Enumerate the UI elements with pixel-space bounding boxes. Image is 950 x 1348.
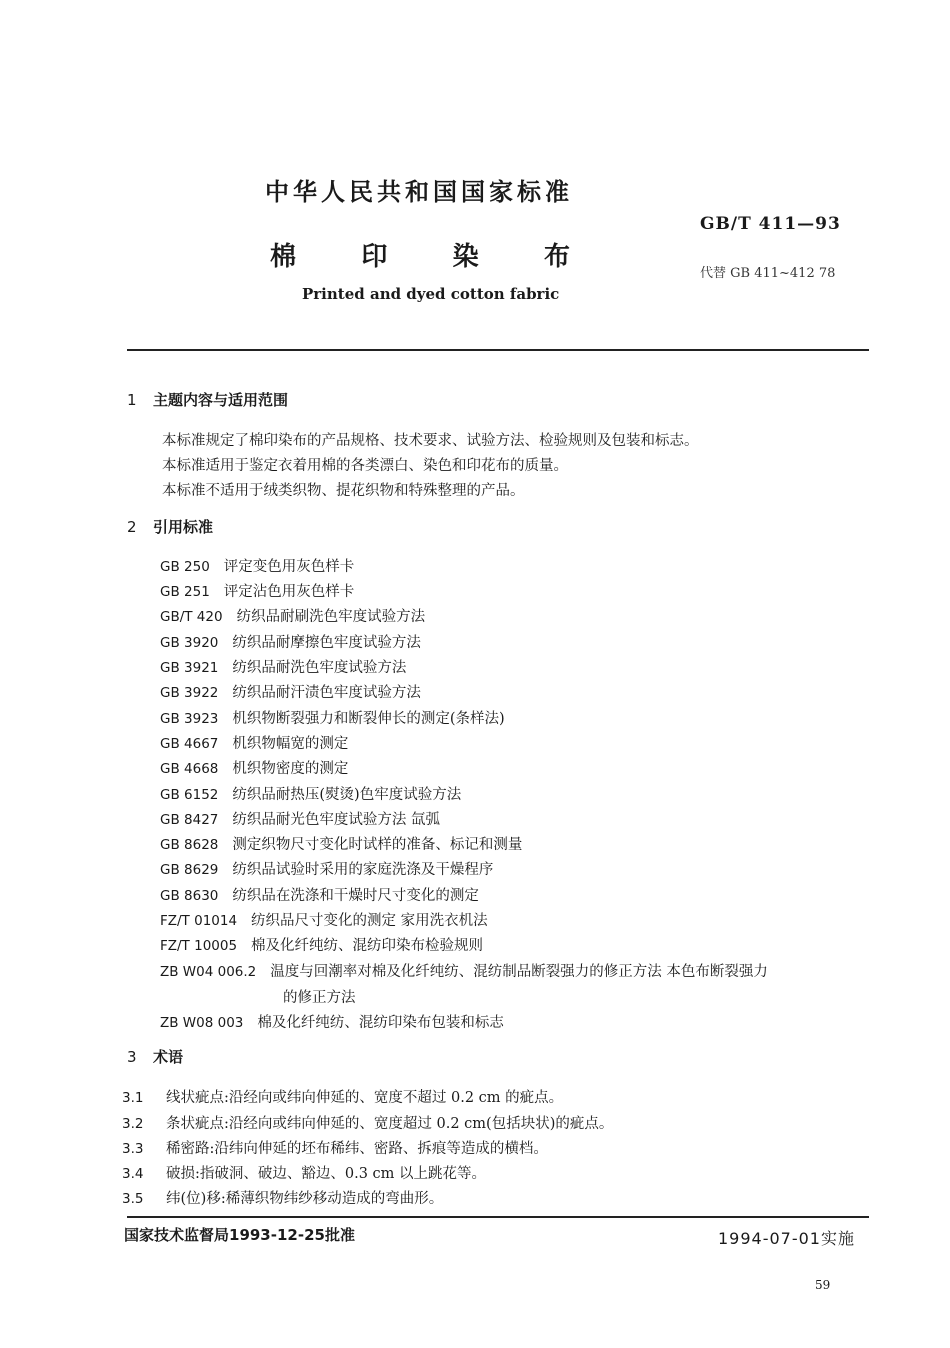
- standard-name: [270, 236, 570, 273]
- paragraph: 本标准不适用于绒类织物、提花织物和特殊整理的产品。: [162, 483, 525, 499]
- term-item: [122, 1137, 548, 1158]
- reference-item: [160, 605, 425, 626]
- reference-code: GB 4668: [160, 761, 219, 777]
- reference-code: FZ/T 01014: [160, 913, 238, 929]
- reference-item: [160, 656, 406, 677]
- section-2-heading: [127, 516, 213, 537]
- english-title: Printed and dyed cotton fabric: [302, 285, 560, 303]
- reference-title: 评定变色用灰色样卡: [223, 559, 355, 575]
- reference-item: [160, 960, 768, 981]
- reference-item: [160, 732, 348, 753]
- reference-code: GB 3923: [160, 711, 219, 727]
- reference-title: 机织物断裂强力和断裂伸长的测定(条样法): [232, 711, 505, 727]
- approval-note: 国家技术监督局1993-12-25批准: [124, 1226, 355, 1244]
- reference-code: GB 8629: [160, 862, 219, 878]
- reference-title: 温度与回潮率对棉及化纤纯纺、混纺制品断裂强力的修正方法 本色布断裂强力: [270, 964, 768, 980]
- reference-title: 纺织品耐刷洗色牢度试验方法: [236, 609, 426, 625]
- term-number: 3.5: [122, 1191, 144, 1207]
- reference-item: [160, 631, 421, 652]
- standard-name-char: 棉: [270, 242, 297, 272]
- term-number: 3.1: [122, 1090, 144, 1106]
- section-1-heading: [127, 389, 288, 410]
- reference-code: GB 251: [160, 584, 210, 600]
- reference-title: 纺织品试验时采用的家庭洗涤及干燥程序: [232, 862, 494, 878]
- reference-title: 纺织品在洗涤和干燥时尺寸变化的测定: [232, 888, 479, 904]
- standard-name-char: 印: [361, 242, 388, 272]
- reference-code: GB 3922: [160, 685, 219, 701]
- reference-title: 纺织品尺寸变化的测定 家用洗衣机法: [251, 913, 488, 929]
- reference-code: GB 8628: [160, 837, 219, 853]
- document-title: 中华人民共和国国家标准: [265, 178, 573, 206]
- reference-title: 纺织品耐洗色牢度试验方法: [232, 660, 407, 676]
- reference-item: [160, 833, 522, 854]
- reference-title: 评定沾色用灰色样卡: [223, 584, 355, 600]
- reference-title: 纺织品耐光色牢度试验方法 氙弧: [232, 812, 440, 828]
- reference-code: GB 6152: [160, 787, 219, 803]
- section-number: 3: [127, 1048, 137, 1066]
- term-definition: 破损:指破洞、破边、豁边、0.3 cm 以上跳花等。: [166, 1166, 487, 1182]
- term-item: [122, 1187, 443, 1208]
- term-definition: 稀密路:沿纬向伸延的坯布稀纬、密路、拆痕等造成的横档。: [166, 1141, 548, 1157]
- reference-code: GB 3921: [160, 660, 219, 676]
- reference-code: GB/T 420: [160, 609, 223, 625]
- effective-date: 1994-07-01实施: [718, 1229, 855, 1248]
- reference-title: 测定织物尺寸变化时试样的准备、标记和测量: [232, 837, 523, 853]
- term-item: [122, 1112, 613, 1133]
- reference-item: [160, 783, 461, 804]
- paragraph: 本标准适用于鉴定衣着用棉的各类漂白、染色和印花布的质量。: [162, 458, 568, 474]
- reference-item: [160, 757, 348, 778]
- reference-code: GB 8630: [160, 888, 219, 904]
- header-divider: [127, 349, 869, 351]
- section-3-heading: [127, 1046, 183, 1067]
- standard-name-char: 染: [452, 242, 479, 272]
- reference-code: GB 250: [160, 559, 210, 575]
- reference-code: FZ/T 10005: [160, 938, 238, 954]
- term-definition: 线状疵点:沿经向或纬向伸延的、宽度不超过 0.2 cm 的疵点。: [166, 1090, 564, 1106]
- reference-item: [160, 1011, 504, 1032]
- reference-item: [283, 986, 356, 1007]
- reference-title: 棉及化纤纯纺、混纺印染布检验规则: [251, 938, 484, 954]
- reference-item: [160, 808, 440, 829]
- reference-code: ZB W08 003: [160, 1015, 244, 1031]
- reference-code: GB 8427: [160, 812, 219, 828]
- reference-title: 机织物幅宽的测定: [232, 736, 349, 752]
- replaces-note: 代替 GB 411~412 78: [700, 266, 836, 281]
- reference-item: [160, 555, 354, 576]
- reference-item: [160, 909, 488, 930]
- reference-code: GB 4667: [160, 736, 219, 752]
- term-definition: 条状疵点:沿经向或纬向伸延的、宽度超过 0.2 cm(包括块状)的疵点。: [166, 1116, 614, 1132]
- reference-title: 的修正方法: [283, 990, 356, 1006]
- term-number: 3.2: [122, 1116, 144, 1132]
- reference-code: GB 3920: [160, 635, 219, 651]
- paragraph: 本标准规定了棉印染布的产品规格、技术要求、试验方法、检验规则及包装和标志。: [162, 433, 699, 449]
- section-number: 2: [127, 518, 137, 536]
- page-number: 59: [815, 1278, 831, 1292]
- standard-name-char: 布: [543, 242, 570, 272]
- section-title: 术语: [153, 1048, 184, 1066]
- standard-code: GB/T 411—93: [700, 214, 841, 234]
- section-title: 引用标准: [153, 518, 214, 536]
- section-number: 1: [127, 391, 137, 409]
- term-item: [122, 1162, 486, 1183]
- reference-item: [160, 884, 479, 905]
- reference-title: 纺织品耐汗渍色牢度试验方法: [232, 685, 421, 701]
- reference-item: [160, 681, 421, 702]
- section-title: 主题内容与适用范围: [153, 391, 289, 409]
- reference-title: 纺织品耐摩擦色牢度试验方法: [232, 635, 421, 651]
- reference-item: [160, 934, 483, 955]
- footer-divider: [127, 1216, 869, 1218]
- reference-item: [160, 858, 493, 879]
- reference-title: 棉及化纤纯纺、混纺印染布包装和标志: [257, 1015, 504, 1031]
- reference-title: 纺织品耐热压(熨烫)色牢度试验方法: [232, 787, 462, 803]
- reference-item: [160, 707, 505, 728]
- reference-code: ZB W04 006.2: [160, 964, 257, 980]
- reference-title: 机织物密度的测定: [232, 761, 349, 777]
- term-item: [122, 1086, 563, 1107]
- term-number: 3.4: [122, 1166, 144, 1182]
- term-number: 3.3: [122, 1141, 144, 1157]
- term-definition: 纬(位)移:稀薄织物纬纱移动造成的弯曲形。: [166, 1191, 444, 1207]
- reference-item: [160, 580, 354, 601]
